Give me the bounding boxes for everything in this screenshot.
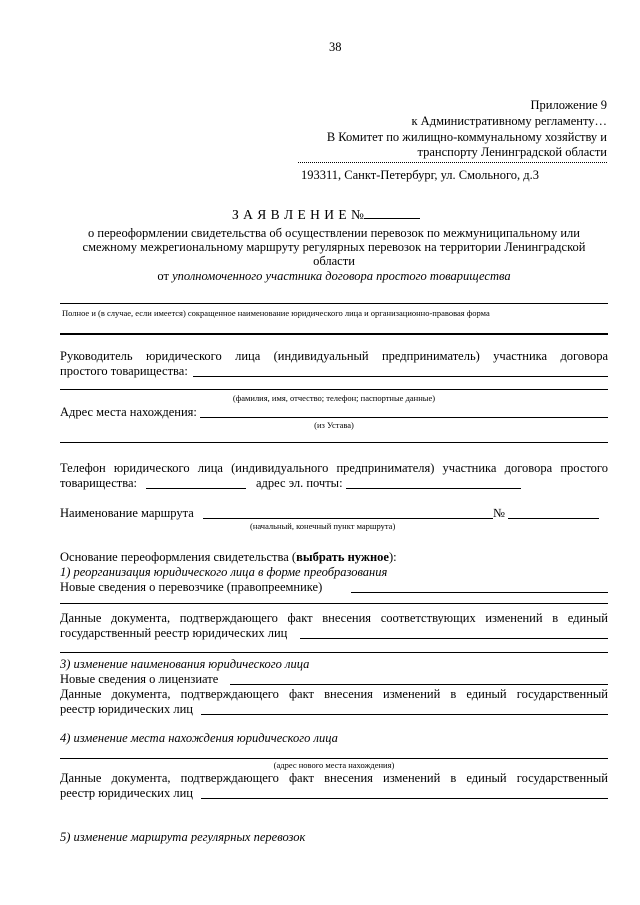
- option-3-new-info-label: Новые сведения о лицензиате: [60, 672, 219, 686]
- doc-3-field[interactable]: [201, 714, 608, 715]
- basis-prefix: Основание переоформления свидетельства (: [60, 550, 297, 564]
- basis-label: [60, 550, 397, 564]
- doc-4-label-line-2: реестр юридических лиц: [60, 786, 193, 800]
- head-field-2[interactable]: [60, 389, 608, 390]
- doc-1-label-line-2: государственный реестр юридических лиц: [60, 626, 288, 640]
- page-title: [232, 208, 420, 222]
- doc-3-label-line-1: Данные документа, подтверждающего факт внесения изменений в единый государственный: [60, 687, 608, 701]
- option-4-address-field[interactable]: [60, 758, 608, 759]
- doc-4-label-line-1: Данные документа, подтверждающего факт внесения изменений в единый государственный: [60, 771, 608, 785]
- recipient-line-1: В Комитет по жилищно-коммунальному хозяйству и: [326, 130, 607, 144]
- title-line-2: смежному межрегиональному маршруту регулярных перевозок на территории Ленинградской: [82, 240, 586, 254]
- title-from-role: уполномоченного участника договора простого товарищества: [172, 269, 511, 283]
- email-field[interactable]: [346, 488, 521, 489]
- title-line-3: области: [313, 254, 355, 268]
- title-line-1: о переоформлении свидетельства об осуществлении перевозок по межмуниципальному или: [88, 226, 580, 240]
- option-3-title[interactable]: 3) изменение наименования юридического лица: [60, 657, 310, 671]
- head-label-line-1: Руководитель юридического лица (индивидуальный предприниматель) участника договора: [60, 349, 608, 363]
- head-field-1[interactable]: [193, 376, 608, 377]
- org-name-field[interactable]: [60, 303, 608, 304]
- address-caption: (из Устава): [314, 420, 354, 430]
- title-from-prefix: от: [157, 269, 169, 283]
- option-1-new-info-label: Новые сведения о перевозчике (правопреемнике): [60, 580, 323, 594]
- route-name-field[interactable]: [203, 518, 493, 519]
- phone-label: товарищества:: [60, 476, 138, 490]
- head-caption: (фамилия, имя, отчество; телефон; паспортные данные): [232, 393, 436, 403]
- option-3-new-info-field[interactable]: [230, 684, 608, 685]
- doc-1-field[interactable]: [300, 638, 608, 639]
- route-caption: (начальный, конечный пункт маршрута): [250, 521, 396, 531]
- doc-1-field-2[interactable]: [60, 652, 608, 653]
- appendix-label: Приложение 9: [530, 98, 607, 112]
- title-from: [60, 269, 608, 283]
- header-divider: [298, 162, 607, 163]
- doc-1-label-line-1: Данные документа, подтверждающего факт внесения соответствующих изменений в единый: [60, 611, 608, 625]
- option-1-title[interactable]: 1) реорганизация юридического лица в форме преобразования: [60, 565, 388, 579]
- page-number: 38: [329, 40, 342, 54]
- option-1-new-info-field[interactable]: [351, 592, 608, 593]
- regulation-label: к Административному регламенту…: [411, 114, 607, 128]
- route-number-field[interactable]: [508, 518, 599, 519]
- option-1-new-info-field-2[interactable]: [60, 603, 608, 604]
- phone-label-line-1: Телефон юридического лица (индивидуального предпринимателя) участника договора простого: [60, 461, 608, 475]
- doc-4-field[interactable]: [201, 798, 608, 799]
- route-label: Наименование маршрута: [60, 506, 194, 520]
- recipient-address: 193311, Санкт-Петербург, ул. Смольного, д.3: [301, 168, 540, 182]
- basis-suffix: ):: [388, 550, 397, 564]
- route-number-label: №: [493, 506, 505, 520]
- address-field-2[interactable]: [60, 442, 608, 443]
- address-field-1[interactable]: [200, 417, 608, 418]
- option-5-title[interactable]: 5) изменение маршрута регулярных перевозок: [60, 830, 306, 844]
- title-heading: З А Я В Л Е Н И Е №: [232, 207, 365, 222]
- recipient-line-2: транспорту Ленинградской области: [417, 145, 607, 159]
- head-label-line-2: простого товарищества:: [60, 364, 188, 378]
- address-label: Адрес места нахождения:: [60, 405, 197, 419]
- option-4-title[interactable]: 4) изменение места нахождения юридического лица: [60, 731, 338, 745]
- basis-choose: выбрать нужное: [296, 550, 389, 564]
- section-divider: [60, 333, 608, 335]
- option-4-caption: (адрес нового места нахождения): [273, 760, 395, 770]
- phone-field[interactable]: [146, 488, 246, 489]
- application-number-field[interactable]: [364, 208, 420, 219]
- doc-3-label-line-2: реестр юридических лиц: [60, 702, 193, 716]
- email-label: адрес эл. почты:: [256, 476, 343, 490]
- org-name-caption: Полное и (в случае, если имеется) сокращенное наименование юридического лица и организационно-правовая форма: [62, 308, 490, 318]
